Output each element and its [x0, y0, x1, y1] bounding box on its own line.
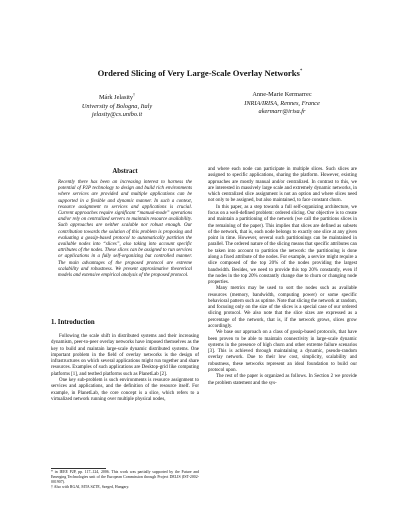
abstract-heading: Abstract — [112, 168, 138, 175]
footnote: * in IEEE P2P, pp. 117–124, 2006. This work was partially supported by the Future and Emerging Technologies unit of the European Commission through Project DELIS (IST-2002-001907). — [51, 470, 199, 484]
author-email: jelasity@cs.unibo.it — [91, 111, 143, 119]
paragraph: In this paper, as a step towards a full self-organizing architecture, we focus on a well-defined problem: ordered slicing. Our objective is to create and maintain a partitioning of the network (we call the partitions slices in the remaining of the paper). This implies that slices are defined as subsets of the network, that is, each node belongs to exactly one slice at any given point in time. However, several such partitionings can be maintained in parallel. The ordered nature of the slicing means that specific attributes can be taken into account to partition the network: the partitioning is done along a fixed attribute of the nodes. For example, a service might require a slice composed of the top 20% of the nodes providing the largest bandwidth. Besides, we need to provide this top 20% constantly, even if the nodes in the top 20% constantly change due to churn or changing node properties. — [208, 204, 357, 286]
intro-text — [51, 334, 199, 403]
author-name: Márk Jelasity — [98, 94, 134, 102]
paragraph: Following the scale shift in distributed systems and their increasing dynamism, peer-to-peer overlay networks have imposed themselves as the key to build and maintain large-scale dynamic distributed systems. One important problem in the field of overlay networks is the design of infrastructures on which several applications might run together and share resources. Examples of such applications are Desktop-grid like computing platforms [1], and testbed platforms such as PlanetLab [2]. — [51, 334, 199, 377]
paragraph: Many metrics may be used to sort the nodes such as available resources (memory, bandwidth, computing power) or some specific behavioral pattern such as uptime. Note that slicing the network at random, and focusing only on the size of the slices is a special case of our ordered slicing protocol. We also note that the slice sizes are expressed as a percentage of the network, that is, if the network grows, slices grow accordingly. — [208, 286, 357, 330]
paragraph: and where each node can participate in multiple slices. Such slices are assigned to specific applications, sharing the platform. However, existing approaches are mostly manual and/or centralized. In contrast to this, we are interested in massively large scale and extremely dynamic networks, in which centralized slice assignment is not an option and where slices need not only to be assigned, but also maintained, to face constant churn. — [208, 167, 357, 204]
author-block-2 — [207, 91, 357, 117]
right-column-text — [208, 167, 357, 387]
abstract-text: Recently there has been an increasing interest to harness the potential of P2P technology to design and build rich environments where services are provided and multiple applications can be supported in a flexible and dynamic manner. In such a context, resource assignment to services and applications is crucial. Current approaches require significant “manual-mode” operations and/or rely on centralized servers to maintain resource availability. Such approaches are neither scalable nor robust enough. Our contribution towards the solution of this problem is proposing and evaluating a gossip-based protocol to automatically partition the available nodes into “slices”, also taking into account specific attributes of the nodes. These slices can be assigned to run services or applications in a fully self-organizing but controlled manner. The main advantages of the proposed protocol are extreme scalability and robustness. We present approximative theoretical models and extensive empirical analysis of the proposed protocol. — [58, 180, 192, 279]
paragraph: One key sub-problem is such environments is resource assignment to services and applications, and the definition of the resource itself. For example, in PlanetLab, the core concept is a slice, which refers to a virtualized network running over multiple physical nodes, — [51, 377, 199, 402]
paragraph: The rest of the paper is organized as follows. In Section 2 we provide the problem statement and the sys- — [208, 374, 357, 386]
author-footnote-mark: † — [133, 92, 136, 97]
title-footnote-mark: * — [299, 69, 303, 75]
author-name: Anne-Marie Kermarrec — [252, 91, 312, 98]
paragraph: We base our approach on a class of gossip-based protocols, that have been proven to be able to maintain connectivity in large-scale dynamic systems in the presence of high churn and other extreme failure scenarios [3]. This is achieved through maintaining a dynamic, pseudo-random overlay network. Due to their low cost, simplicity, scalability and robustness, these networks represent an ideal foundation to build our protocol upon. — [208, 330, 357, 373]
author-affiliation: University of Bologna, Italy — [81, 102, 153, 110]
footnote: † Also with RGAI, MTA SZTE, Szeged, Hungary. — [51, 485, 130, 489]
author-email: akermarr@irisa.fr — [258, 108, 306, 116]
author-affiliation: INRIA/IRISA, Rennes, France — [244, 99, 320, 107]
footnote-rule — [51, 468, 106, 469]
footnotes — [51, 470, 199, 490]
author-block-1 — [42, 91, 192, 120]
section-heading: 1. Introduction — [51, 319, 95, 326]
paper-title: Ordered Slicing of Very Large-Scale Overlay Networks* — [97, 68, 303, 78]
